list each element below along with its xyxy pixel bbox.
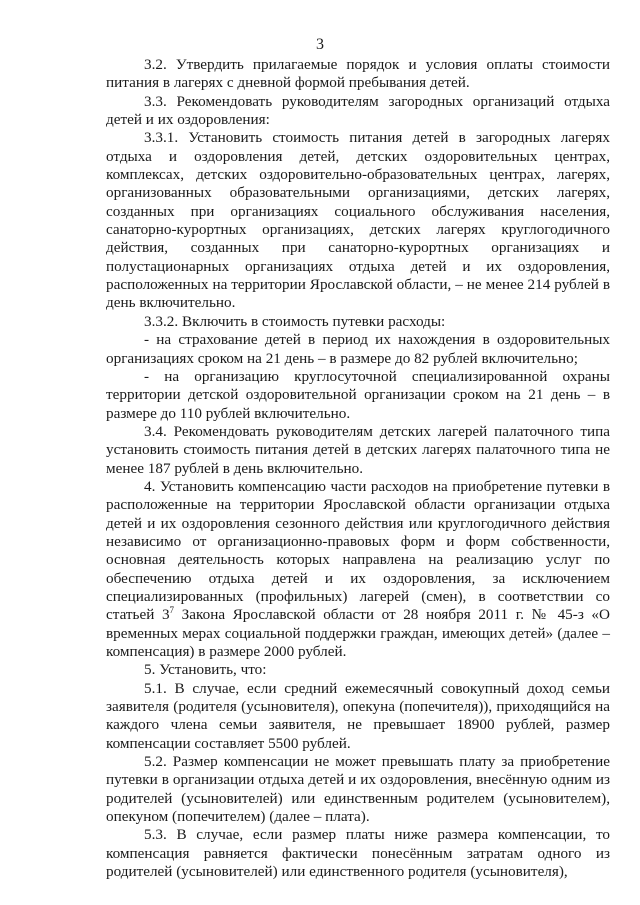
list-item-security: - на организацию круглосуточной специализированной охраны территории детской оздоровительной организации сроком на 21 день – в размере до 110 рублей включительно. [106,367,610,422]
paragraph-5-1: 5.1. В случае, если средний ежемесячный совокупный доход семьи заявителя (родителя (усыновителя), опекуна (попечителя)), приходящийся на каждого члена семьи заявителя, не превышает 18900 рублей, размер компенсации составляет 5500 рублей. [106,679,610,752]
page-number: 3 [316,36,324,53]
paragraph-3-2: 3.2. Утвердить прилагаемые порядок и условия оплаты стоимости питания в лагерях с дневной формой пребывания детей. [106,56,610,92]
paragraph-5-2: 5.2. Размер компенсации не может превышать плату за приобретение путевки в организации отдыха детей и их оздоровления, внесённую одним из родителей (усыновителей) или единственным родителем (усыновителем), опекуном (попечителем) (далее – плата). [106,753,610,826]
paragraph-3-3-1: 3.3.1. Установить стоимость питания детей в загородных лагерях отдыха и оздоровления детей, детских оздоровительных центрах, комплексах, детских оздоровительно-образовательных центрах, лагерях, организованных образовательными организациями, детских лагерях, созданных при организациях социального обслуживания населения, санаторно-курортных организациях, детских лагерях круглогодичного действия, созданных при санаторно-курортных организациях и полустационарных организациях отдыха детей и их оздоровления, расположенных на территории Ярославской области, – не менее 214 рублей в день включительно. [106,129,610,312]
paragraph-3-3: 3.3. Рекомендовать руководителям загородных организаций отдыха детей и их оздоровления: [106,92,610,129]
paragraph-4 [106,478,610,661]
paragraph-3-3-2: 3.3.2. Включить в стоимость путевки расходы: [144,312,446,330]
document-body [106,56,610,881]
list-item-insurance: - на страхование детей в период их нахождения в оздоровительных организациях сроком на 21 день – в размере до 82 рублей включительно; [106,331,610,367]
paragraph-3-4: 3.4. Рекомендовать руководителям детских лагерей палаточного типа установить стоимость питания детей в детских лагерях палаточного типа не менее 187 рублей в день включительно. [106,422,610,477]
paragraph-4-tail: Закона Ярославской области от 28 ноября 2011 г. № 45-з «О временных мерах социальной поддержки граждан, имеющих детей» (далее – компенсация) в размере 2000 рублей. [106,606,610,660]
footnote-superscript: 7 [169,605,175,616]
paragraph-5-3: 5.3. В случае, если размер платы ниже размера компенсации, то компенсация равняется фактически понесённым затратам одного из родителей (усыновителей) или единственного родителя (усыновителя), [106,826,610,881]
paragraph-4-text: 4. Установить компенсацию части расходов на приобретение путевки в расположенные на территории Ярославской области организации отдыха детей и их оздоровления сезонного действия или круглогодичного действия независимо от организационно-правовых форм и форм собственности, основная деятельность которых направлена на реализацию услуг по обеспечению отдыха детей и их оздоровления, за исключением специализированных (профильных) лагерей (смен), в соответствии со статьей 3 [106,477,610,624]
paragraph-5: 5. Установить, что: [144,661,267,679]
